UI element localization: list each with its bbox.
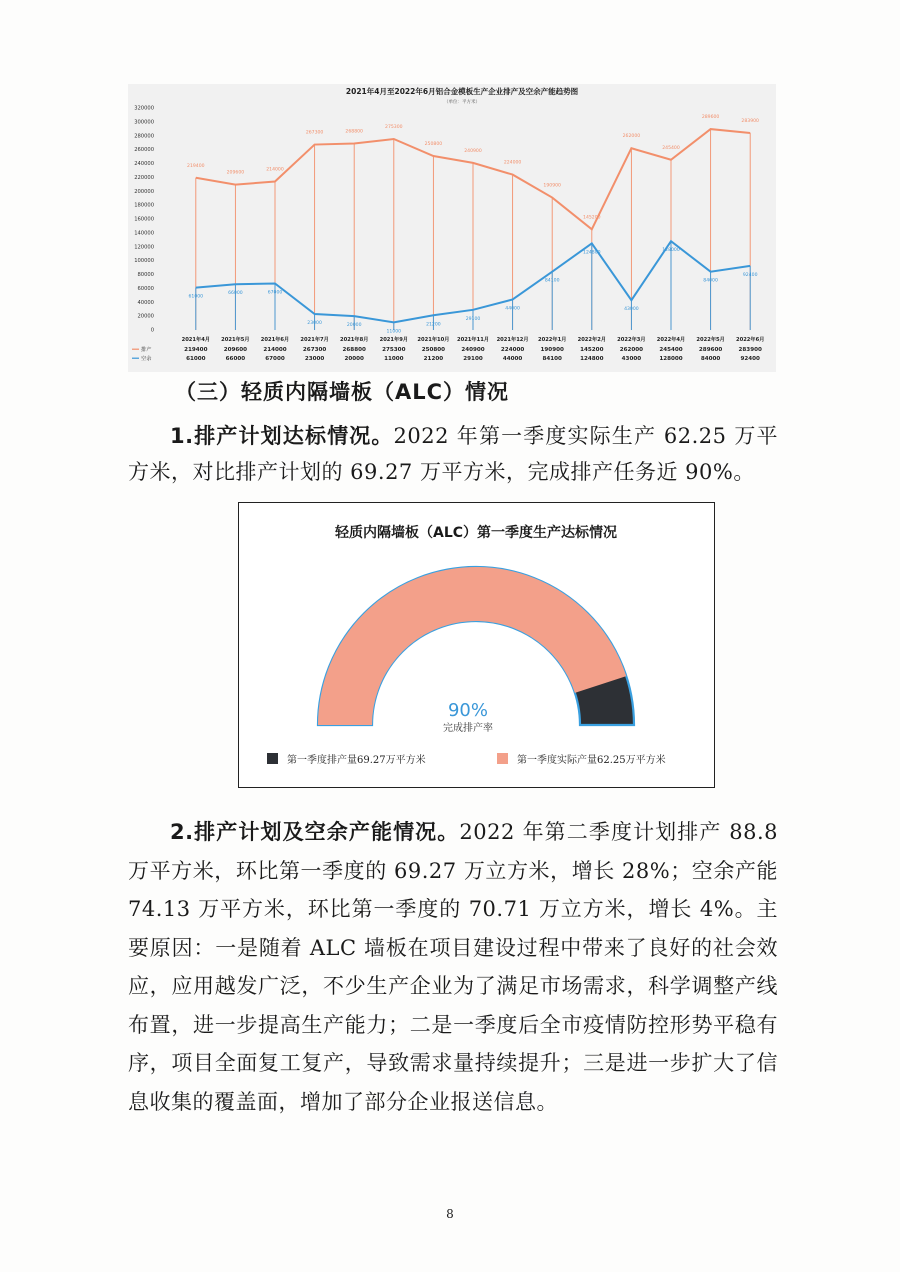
y-tick-label: 260000	[134, 147, 154, 154]
data-label: 67000	[267, 290, 283, 296]
table-cell: 20000	[344, 356, 364, 362]
data-label: 21200	[426, 322, 441, 328]
y-tick-label: 240000	[134, 161, 154, 168]
table-cell: 240900	[461, 347, 485, 353]
y-tick-label: 280000	[134, 133, 154, 140]
alc-completion-gauge	[238, 502, 715, 788]
paragraph-1	[128, 418, 778, 490]
x-tick-label: 2022年3月	[617, 337, 646, 343]
table-cell: 66000	[225, 356, 246, 362]
paragraph-2-body: 2022 年第二季度计划排产 88.8 万平方米，环比第一季度的 69.27 万立方米，增长 28%；空余产能 74.13 万平方米，环比第一季度的 70.71 万立方米，增长 4%。主要原因：一是随着 ALC 墙板在项目建设过程中带来了良好的社会效应，应用越发广泛，不少生产企业为了满足市场需求，科学调整产线布置，进一步提高生产能力；二是一季度后全市疫情防控形势平稳有序，项目全面复工复产，导致需求量持续提升；三是进一步扩大了信息收集的覆盖面，增加了部分企业报送信息。	[128, 820, 778, 1114]
data-label: 245400	[662, 145, 680, 151]
data-label: 145200	[583, 215, 601, 221]
table-cell: 128000	[659, 356, 683, 362]
y-tick-label: 320000	[134, 105, 154, 112]
x-tick-label: 2021年9月	[379, 337, 409, 343]
data-label: 29100	[465, 316, 481, 322]
data-label: 84100	[544, 278, 560, 284]
table-cell: 124800	[580, 356, 604, 362]
data-label: 124800	[583, 250, 601, 256]
table-cell: 21200	[423, 356, 444, 362]
legend-swatch-actual	[497, 753, 508, 764]
data-label: 128000	[662, 248, 680, 254]
table-series-name: 排产	[141, 347, 152, 353]
x-tick-label: 2021年10月	[417, 337, 450, 343]
table-cell: 84100	[542, 356, 562, 362]
table-cell: 224000	[500, 347, 525, 353]
data-label: 43000	[624, 307, 639, 313]
table-cell: 283900	[738, 347, 762, 353]
chart-subtitle: （单位：平方米）	[444, 100, 480, 105]
paragraph-2	[128, 813, 778, 1121]
x-tick-label: 2022年2月	[577, 337, 607, 343]
table-cell: 289600	[698, 347, 723, 353]
table-cell: 245400	[659, 347, 683, 353]
y-tick-label: 100000	[134, 258, 154, 265]
data-label: 262000	[622, 134, 641, 140]
x-tick-label: 2022年5月	[696, 337, 725, 343]
table-cell: 250800	[421, 347, 446, 353]
section-title: （三）轻质内隔墙板（ALC）情况	[175, 380, 510, 404]
data-table	[132, 335, 764, 362]
x-tick-label: 2022年6月	[735, 337, 765, 343]
table-cell: 145200	[580, 347, 604, 353]
data-label: 219400	[187, 163, 205, 169]
paragraph-1-lead: 1.排产计划达标情况。	[170, 424, 394, 448]
data-label: 275300	[385, 125, 403, 131]
y-tick-label: 220000	[134, 174, 154, 181]
table-cell: 23000	[304, 356, 325, 362]
data-label: 44000	[505, 306, 520, 312]
table-cell: 11000	[384, 356, 404, 362]
data-label: 240900	[464, 148, 482, 154]
y-tick-label: 120000	[134, 244, 154, 251]
data-label: 84000	[703, 278, 718, 284]
y-tick-label: 140000	[134, 230, 154, 237]
data-label: 66000	[228, 291, 243, 297]
y-tick-label: 40000	[137, 299, 154, 306]
data-label: 20000	[346, 323, 362, 329]
x-tick-label: 2021年7月	[300, 337, 329, 343]
gauge-svg	[239, 503, 714, 787]
y-tick-label: 180000	[134, 202, 154, 209]
table-cell: 44000	[502, 356, 523, 362]
x-tick-label: 2021年8月	[339, 337, 369, 343]
data-label: 209600	[226, 170, 245, 176]
table-series-name: 空余	[141, 356, 152, 362]
table-cell: 262000	[619, 347, 644, 353]
x-tick-label: 2021年11月	[456, 337, 490, 343]
data-label: 289600	[701, 115, 720, 121]
gauge-title: 轻质内隔墙板（ALC）第一季度生产达标情况	[334, 525, 618, 541]
y-tick-label: 20000	[137, 313, 154, 320]
x-tick-label: 2021年6月	[260, 337, 290, 343]
x-tick-label: 2022年4月	[656, 337, 686, 343]
data-label: 214000	[266, 167, 284, 173]
x-tick-label: 2021年5月	[221, 337, 250, 343]
page-number: 8	[446, 1207, 454, 1221]
y-tick-label: 160000	[134, 216, 154, 223]
table-cell: 61000	[186, 356, 206, 362]
paragraph-1-body: 2022 年第一季度实际生产 62.25 万平方米，对比排产计划的 69.27 万平方米，完成排产任务近 90%。	[128, 424, 778, 484]
x-tick-label: 2022年1月	[537, 337, 567, 343]
y-tick-label: 200000	[134, 188, 154, 195]
y-axis	[134, 106, 154, 334]
gauge-center-label: 完成排产率	[443, 723, 493, 734]
legend-label-planned: 第一季度排产量69.27万平方米	[287, 755, 426, 766]
data-label: 250800	[424, 142, 443, 148]
table-cell: 268800	[342, 347, 366, 353]
data-label: 268800	[345, 129, 363, 135]
gauge-center-value: 90%	[447, 700, 489, 721]
production-trend-line-chart	[128, 84, 776, 372]
data-label: 23000	[307, 321, 322, 327]
y-tick-label: 0	[150, 327, 154, 334]
data-label: 224000	[503, 160, 522, 166]
table-cell: 267300	[302, 347, 327, 353]
table-cell: 43000	[621, 356, 642, 362]
table-cell: 84000	[700, 356, 721, 362]
table-cell: 67000	[265, 356, 285, 362]
data-label: 61000	[188, 294, 204, 300]
chart-series	[196, 129, 750, 330]
legend-swatch-planned	[267, 753, 278, 764]
data-label: 190900	[543, 183, 561, 189]
table-cell: 214000	[263, 347, 287, 353]
x-tick-label: 2021年4月	[181, 337, 211, 343]
data-label: 92400	[742, 272, 758, 278]
table-cell: 29100	[463, 356, 483, 362]
x-tick-label: 2021年12月	[496, 337, 529, 343]
table-cell: 209600	[223, 347, 248, 353]
y-tick-label: 60000	[137, 285, 154, 292]
data-label: 267300	[305, 130, 324, 136]
chart-title: 2021年4月至2022年6月铝合金模板生产企业排产及空余产能趋势图	[345, 87, 579, 96]
table-cell: 275300	[382, 347, 406, 353]
table-cell: 190900	[540, 347, 564, 353]
y-tick-label: 80000	[137, 272, 154, 279]
paragraph-2-lead: 2.排产计划及空余产能情况。	[170, 820, 460, 844]
legend-label-actual: 第一季度实际产量62.25万平方米	[517, 755, 666, 766]
table-cell: 219400	[184, 347, 208, 353]
y-tick-label: 300000	[134, 119, 154, 126]
data-label: 11000	[386, 329, 402, 335]
table-cell: 92400	[740, 356, 760, 362]
data-label: 283900	[741, 119, 759, 125]
